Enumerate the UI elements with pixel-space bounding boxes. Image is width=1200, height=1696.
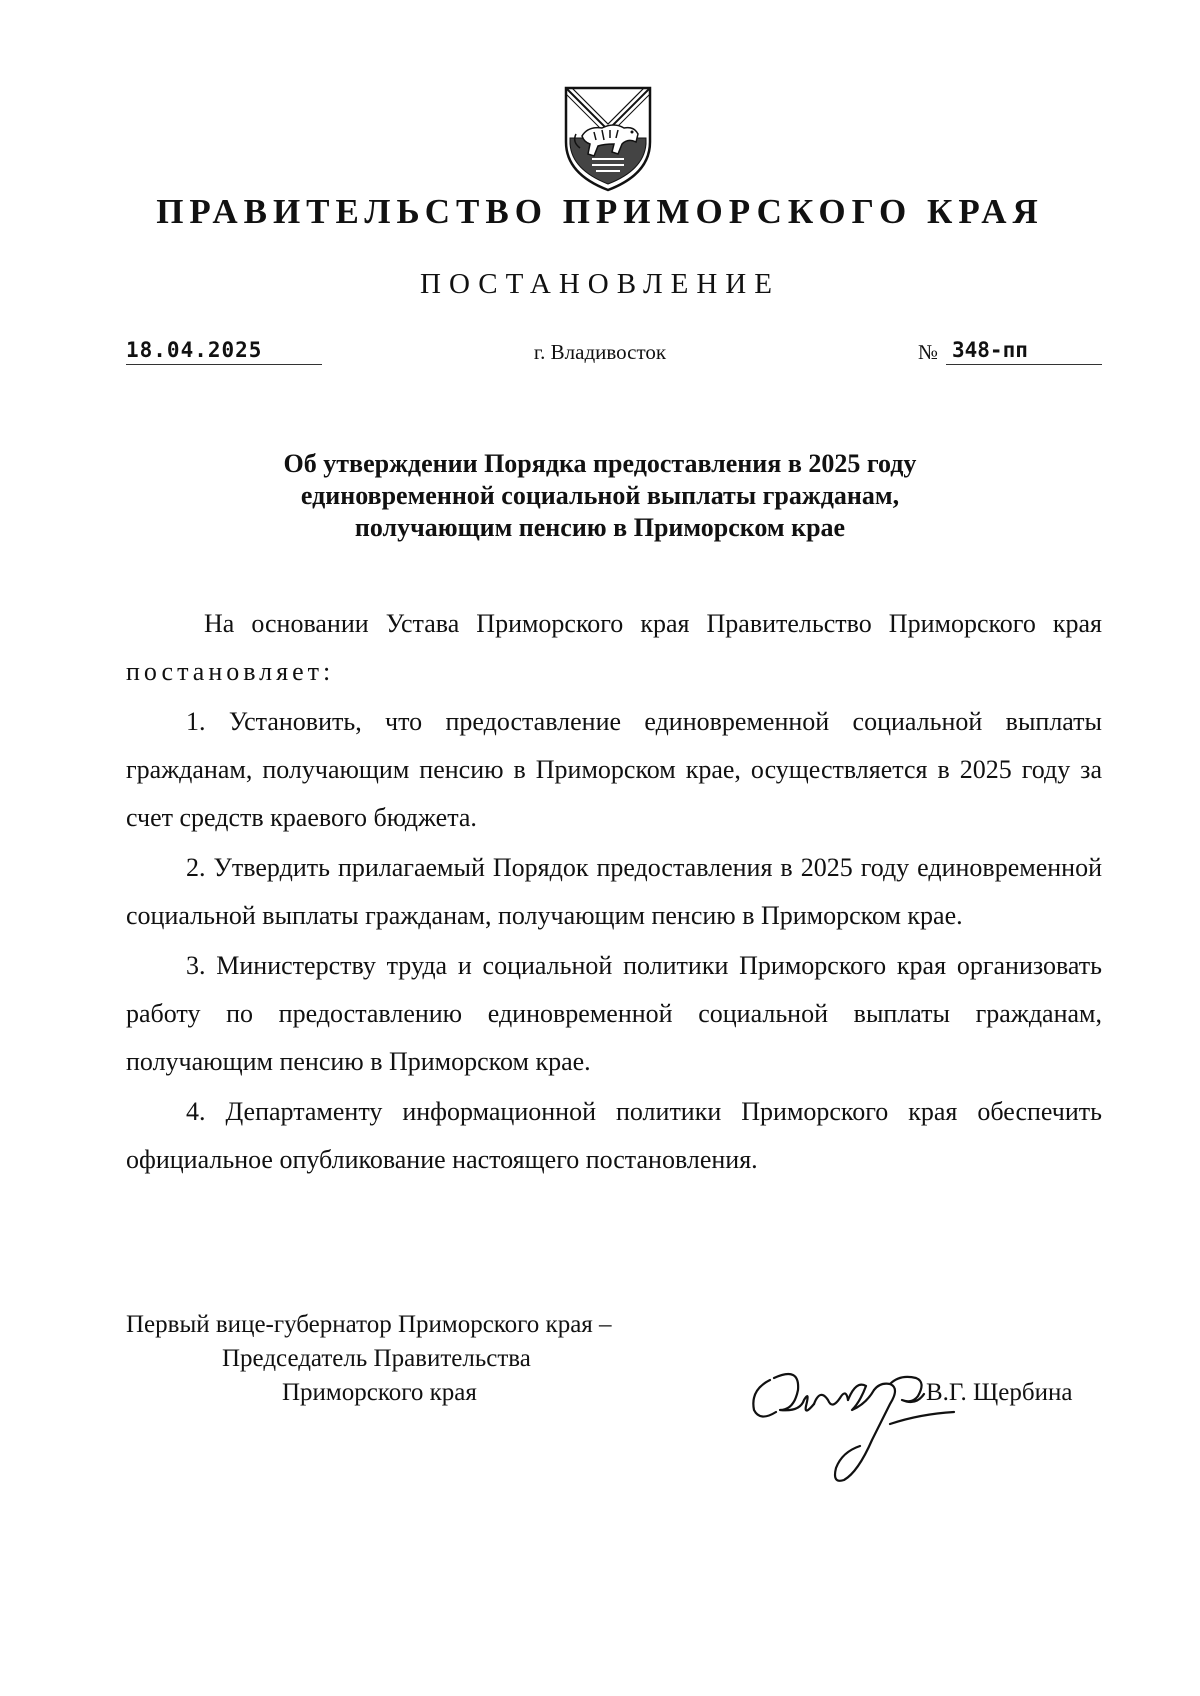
item-4-paragraph: 4. Департаменту информационной политики Приморского края обеспечить официальное опубликование настоящего постановления. <box>126 1097 1102 1174</box>
handwritten-signature-icon <box>740 1360 970 1500</box>
document-number: 348-пп <box>946 338 1102 365</box>
preamble-paragraph <box>126 600 1102 696</box>
item-3-paragraph: 3. Министерству труда и социальной политики Приморского края организовать работу по предоставлению единовременной социальной выплаты гражданам, получающим пенсию в Приморском крае. <box>126 951 1102 1076</box>
organization-title: ПРАВИТЕЛЬСТВО ПРИМОРСКОГО КРАЯ <box>156 192 1044 231</box>
preamble-resolves: постановляет: <box>126 657 335 686</box>
title-line: получающим пенсию в Приморском крае <box>354 513 846 542</box>
signatory-position: Приморского края <box>282 1379 477 1406</box>
document-date: 18.04.2025 <box>126 338 322 365</box>
coat-of-arms-icon <box>558 78 658 196</box>
signatory-position: Председатель Правительства <box>222 1345 531 1372</box>
signatory-position: Первый вице-губернатор Приморского края – <box>126 1311 612 1338</box>
title-line: единовременной социальной выплаты гражданам, <box>300 481 900 510</box>
signatory-name: В.Г. Щербина <box>926 1379 1073 1406</box>
item-2-paragraph: 2. Утвердить прилагаемый Порядок предоставления в 2025 году единовременной социальной выплаты гражданам, получающим пенсию в Приморском крае. <box>126 853 1102 930</box>
document-body <box>126 600 1102 1184</box>
document-title <box>150 448 1050 544</box>
preamble-text: На основании Устава Приморского края Правительство Приморского края <box>204 609 1102 638</box>
number-label: № <box>918 340 939 364</box>
title-line: Об утверждении Порядка предоставления в 2025 году <box>283 449 917 478</box>
document-city: г. Владивосток <box>533 340 667 364</box>
document-type: ПОСТАНОВЛЕНИЕ <box>420 268 780 300</box>
item-1-paragraph: 1. Установить, что предоставление единовременной социальной выплаты гражданам, получающим пенсию в Приморском крае, осуществляется в 2025 году за счет средств краевого бюджета. <box>126 707 1102 832</box>
